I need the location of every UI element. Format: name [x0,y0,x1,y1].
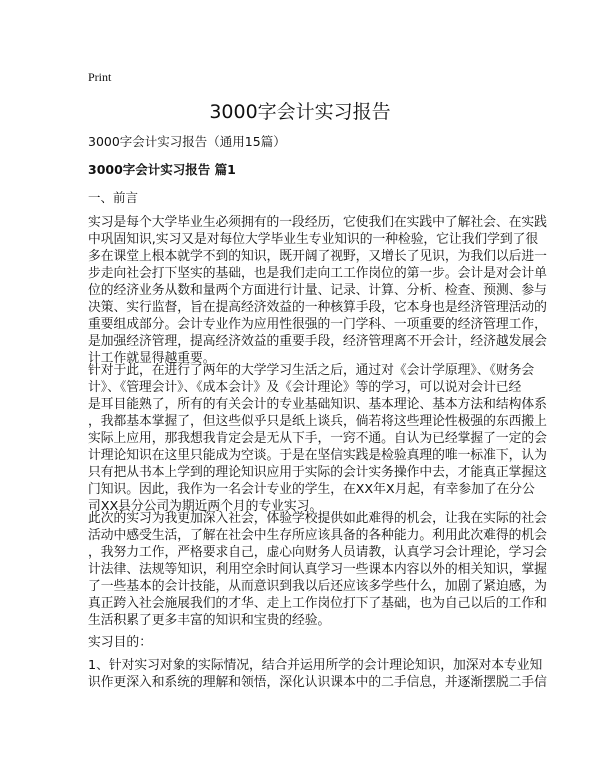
text-line: 计理论知识在这里只能成为空谈。于是在坚信实践是检验真理的唯一标准下，认为 [88,448,547,463]
text-line: 步走向社会打下坚实的基础，也是我们走向工工作岗位的第一步。会计是对会计单 [88,266,547,281]
paragraph-2 [88,362,547,515]
text-line: 计工作就显得越重要。 [88,351,216,366]
text-line: ，我都基本掌握了，但这些似乎只是纸上谈兵，倘若将这些理论性极强的东西搬上 [88,414,547,429]
section-heading: 3000字会计实习报告 篇1 [88,162,236,177]
text-line: 生活积累了更多丰富的知识和宝贵的经验。 [88,613,331,628]
text-line: 计》、《管理会计》、《成本会计》及《会计理论》等的学习，可以说对会计已经 [88,380,522,395]
text-line: 识作更深入和系统的理解和领悟，深化认识课本中的二手信息，并逐渐摆脱二手信 [88,675,547,690]
print-label[interactable]: Print [88,70,112,84]
list-item-1 [88,657,547,691]
text-line: 位的经济业务从数和量两个方面进行计量、记录、计算、分析、检查、预测、参与 [88,283,547,298]
text-line: 是加强经济管理，提高经济效益的重要手段，经济管理离不开会计，经济越发展会 [88,334,547,349]
preface-heading: 一、前言 [88,190,139,205]
document-title: 3000字会计实习报告 [209,101,391,123]
text-line: 针对于此，在进行了两年的大学学习生活之后，通过对《会计学原理》、《财务会 [88,363,535,378]
text-line: 1、针对实习对象的实际情况，结合并运用所学的会计理论知识，加深对本专业知 [88,658,543,673]
paragraph-1 [88,214,547,367]
text-line: 真正跨入社会施展我们的才华、走上工作岗位打下了基础，也为自己以后的工作和 [88,596,547,611]
text-line: 重要组成部分。会计专业作为应用性很强的一门学科、一项重要的经济管理工作， [88,317,547,332]
text-line: 中巩固知识,实习又是对每位大学毕业生专业知识的一种检验，它让我们学到了很 [88,232,539,247]
document-subtitle: 3000字会计实习报告（通用15篇） [88,134,286,149]
text-line: 活动中感受生活，了解在社会中生存所应该具备的各种能力。利用此次难得的机会 [88,528,547,543]
text-line: 决策、实行监督，旨在提高经济效益的一种核算手段，它本身也是经济管理活动的 [88,300,547,315]
paragraph-3 [88,510,547,629]
text-line: 是耳目能熟了，所有的有关会计的专业基础知识、基本理论、基本方法和结构体系 [88,397,547,412]
text-line: 实习是每个大学毕业生必须拥有的一段经历，它使我们在实践中了解社会、在实践 [88,215,547,230]
text-line: 实际上应用，那我想我肯定会是无从下手，一窍不通。自认为已经掌握了一定的会 [88,431,547,446]
text-line: 计法律、法规等知识，利用空余时间认真学习一些课本内容以外的相关知识，掌握 [88,562,547,577]
text-line: 多在课堂上根本就学不到的知识，既开阔了视野，又增长了见识，为我们以后进一 [88,249,547,264]
text-line: 只有把从书本上学到的理论知识应用于实际的会计实务操作中去，才能真正掌握这 [88,465,547,480]
goal-heading: 实习目的： [88,635,152,650]
text-line: 司XX县分公司为期近两个月的专业实习。 [88,499,323,514]
text-line: ，我努力工作，严格要求自己，虚心向财务人员请教，认真学习会计理论，学习会 [88,545,547,560]
text-line: 门知识。因此，我作为一名会计专业的学生，在XX年X月起，有幸参加了在分公 [88,482,535,497]
text-line: 此次的实习为我更加深入社会，体验学校提供如此难得的机会，让我在实际的社会 [88,511,547,526]
text-line: 了一些基本的会计技能，从而意识到我以后还应该多学些什么，加剧了紧迫感，为 [88,579,547,594]
